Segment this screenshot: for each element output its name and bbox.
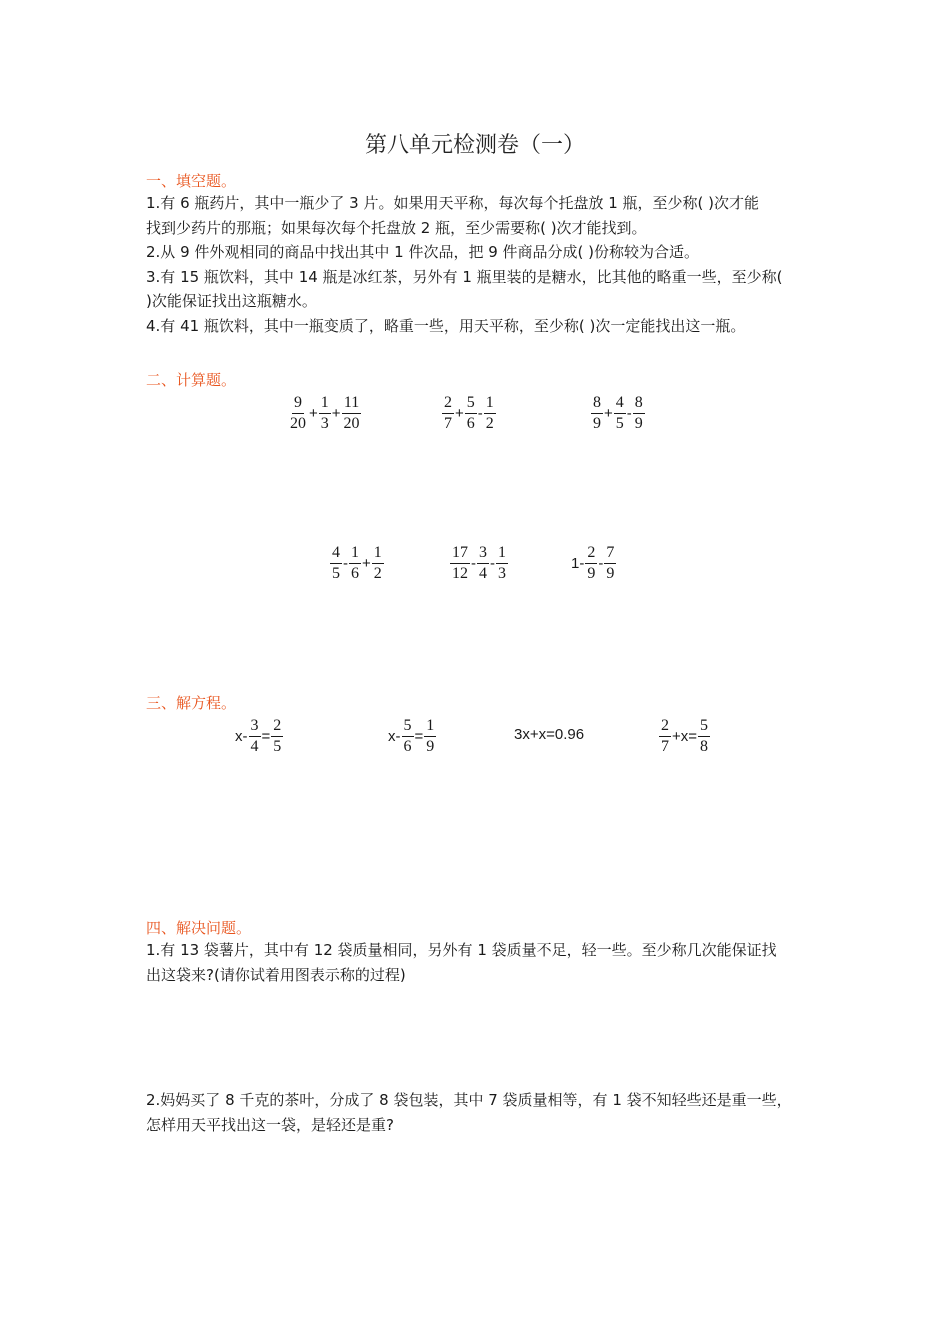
fraction [698,716,710,757]
denominator: 6 [351,565,359,582]
numerator: 17 [450,543,470,564]
denominator: 5 [273,738,282,755]
section-2-heading: 二、计算题。 [146,371,237,389]
numerator: 1 [349,543,361,564]
numerator: 3 [477,543,489,564]
numerator: 1 [496,543,508,564]
problem-4-1-line-2: 出这袋来?(请你试着用图表示称的过程) [146,965,406,984]
operator: - [626,405,632,422]
numerator: 5 [402,716,414,737]
fraction [465,393,477,434]
fraction [442,393,454,434]
denominator: 20 [343,415,360,432]
denominator: 4 [250,738,259,755]
denominator: 5 [332,565,340,582]
prefix: 1- [571,555,585,572]
prefix: x- [388,728,401,745]
fraction [349,543,361,584]
prefix: x- [235,728,248,745]
fraction [496,543,508,584]
denominator: 8 [700,738,709,755]
calc-expression-4 [330,543,384,584]
numerator: 1 [319,393,331,414]
fraction [249,716,261,757]
denominator: 9 [426,738,435,755]
numerator: 4 [614,393,626,414]
denominator: 20 [290,415,306,432]
denominator: 4 [479,565,487,582]
numerator: 8 [591,393,603,414]
calc-expression-1 [288,393,362,434]
fraction [450,543,470,584]
numerator: 1 [484,393,496,414]
fraction [288,393,308,434]
question-1-3-line-2: )次能保证找出这瓶糖水。 [146,292,317,310]
problem-4-1-line-1: 1.有 13 袋薯片，其中有 12 袋质量相同，另外有 1 袋质量不足，轻一些。至少称几次能保证找 [146,941,777,959]
operator: + [455,405,464,422]
fraction [330,543,342,584]
denominator: 7 [444,415,452,432]
numerator: 2 [271,716,283,737]
denominator: 2 [373,565,382,582]
operator: - [471,555,476,572]
denominator: 7 [661,738,669,755]
calc-expression-6 [570,543,616,584]
section-1-heading: 一、填空题。 [146,172,237,190]
denominator: 9 [634,415,643,432]
calc-expression-5 [450,543,508,584]
numerator: 3 [249,716,261,737]
section-3-heading: 三、解方程。 [146,694,237,712]
operator: + [309,405,318,422]
numerator: 8 [633,393,645,414]
denominator: 3 [498,565,506,582]
equation-3: 3x+x=0.96 [514,726,585,743]
denominator: 9 [587,565,596,582]
question-1-1-line-1: 1.有 6 瓶药片，其中一瓶少了 3 片。如果用天平称，每次每个托盘放 1 瓶，至少称( )次才能 [146,194,760,212]
section-4-heading: 四、解决问题。 [146,919,252,937]
fraction [342,393,362,434]
page-title: 第八单元检测卷（一） [364,133,585,158]
numerator: 1 [372,543,384,564]
fraction [659,716,671,757]
question-1-2-line-1: 2.从 9 件外观相同的商品中找出其中 1 件次品，把 9 件商品分成( )份称较为合适。 [146,243,700,261]
operator: = [414,728,424,745]
numerator: 2 [585,543,597,564]
denominator: 9 [606,565,615,582]
denominator: 12 [452,565,468,582]
problem-4-2 [146,1088,814,1137]
fraction [402,716,414,757]
operator: - [477,405,483,422]
problem-4-1 [146,938,814,987]
problem-4-2-line-2: 怎样用天平找出这一袋，是轻还是重? [146,1115,394,1134]
denominator: 2 [485,415,494,432]
fraction [604,543,616,584]
numerator: 4 [330,543,342,564]
operator: + [604,405,613,422]
fraction [477,543,489,584]
equation-1 [234,716,283,757]
calc-expression-3 [591,393,645,434]
operator: +x= [672,728,698,745]
operator: - [598,555,604,572]
problem-4-2-line-1: 2.妈妈买了 8 千克的茶叶，分成了 8 袋包装，其中 7 袋质量相等，有 1 袋不知轻些还是重一些， [146,1091,792,1109]
fraction [319,393,331,434]
numerator: 5 [698,716,710,737]
denominator: 5 [615,415,624,432]
numerator: 9 [292,393,304,414]
numerator: 2 [659,716,671,737]
numerator: 5 [465,393,477,414]
operator: = [261,728,271,745]
fraction [271,716,283,757]
denominator: 3 [320,415,329,432]
question-1-1 [146,191,814,338]
fraction [484,393,496,434]
fraction [614,393,626,434]
question-1-1-line-2: 找到少药片的那瓶；如果每次每个托盘放 2 瓶，至少需要称( )次才能找到。 [146,218,647,237]
numerator: 7 [604,543,616,564]
fraction [372,543,384,584]
numerator: 2 [442,393,454,414]
question-1-3-line-1: 3.有 15 瓶饮料，其中 14 瓶是冰红茶，另外有 1 瓶里装的是糖水，比其他的略重一些，至少称( [146,267,783,286]
equation-4 [659,716,710,757]
fraction [585,543,597,584]
operator: - [343,555,348,572]
numerator: 1 [424,716,436,737]
numerator: 11 [342,393,361,414]
denominator: 9 [593,415,601,432]
fraction [424,716,436,757]
operator: + [331,405,341,422]
question-1-4-line-1: 4.有 41 瓶饮料，其中一瓶变质了，略重一些，用天平称，至少称( )次一定能找出这一瓶。 [146,316,746,335]
equation-2 [387,716,436,757]
fraction [633,393,645,434]
operator: + [362,555,371,572]
denominator: 6 [466,415,475,432]
operator: - [490,555,495,572]
denominator: 6 [403,738,412,755]
fraction [591,393,603,434]
calc-expression-2 [442,393,496,434]
